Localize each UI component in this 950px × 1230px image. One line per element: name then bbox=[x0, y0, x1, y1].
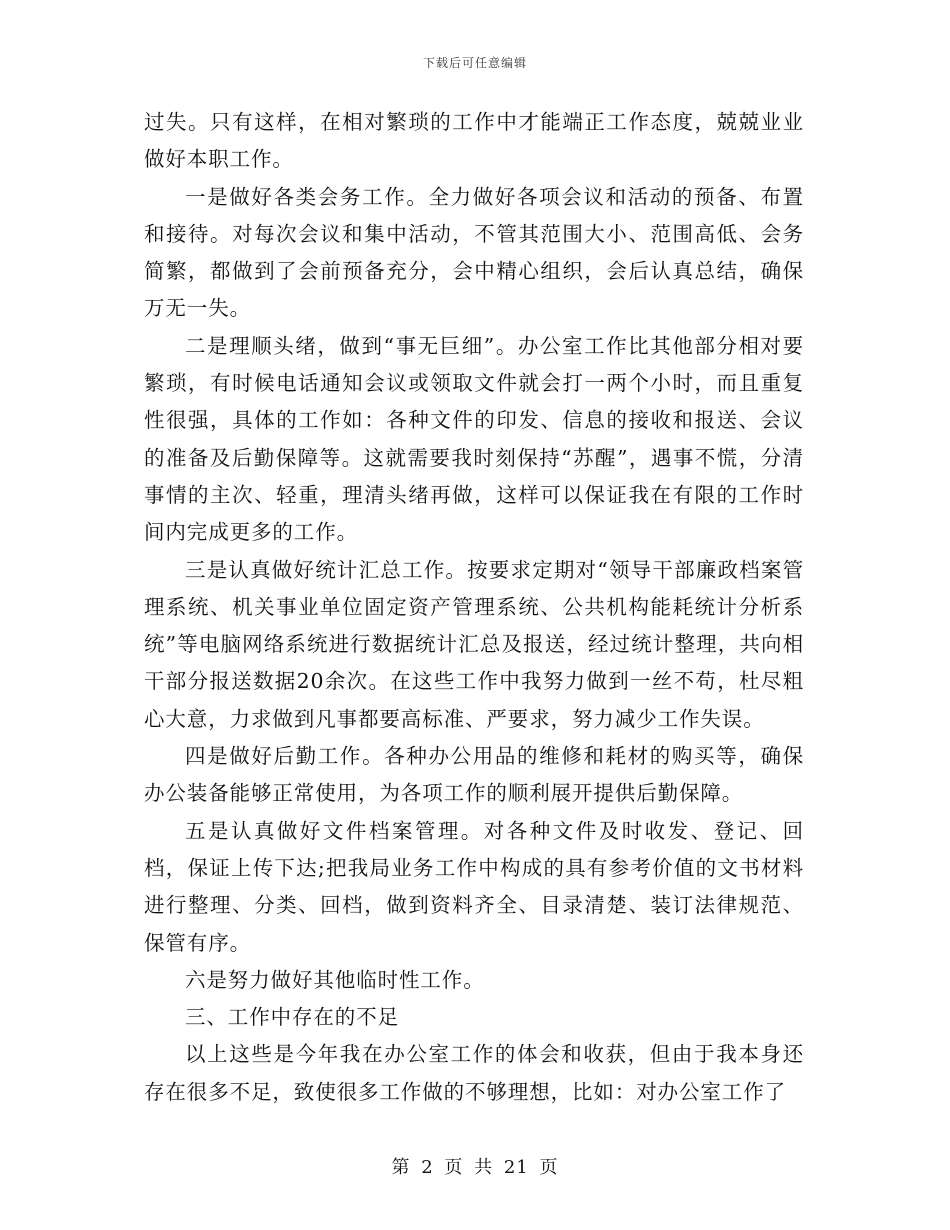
page-header: 下载后可任意编辑 bbox=[422, 56, 527, 70]
paragraph-temporary-work: 六是努力做好其他临时性工作。 bbox=[185, 967, 485, 992]
paragraph-archive-management: 五是认真做好文件档案管理。对各种文件及时收发、登记、回档，保证上传下达;把我局业务工作中构成的具有参考价值的文书材料进行整理、分类、回档，做到资料齐全、目录清楚、装订法律规范、保管有序。 bbox=[144, 818, 804, 955]
paragraph-logistics-work: 四是做好后勤工作。各种办公用品的维修和耗材的购买等，确保办公装备能够正常使用，为各项工作的顺利展开提供后勤保障。 bbox=[144, 744, 804, 806]
paragraph-statistics-work: 三是认真做好统计汇总工作。按要求定期对“领导干部廉政档案管理系统、机关事业单位固定资产管理系统、公共机构能耗统计分析系统”等电脑网络系统进行数据统计汇总及报送，经过统计整理，共向相干部分报送数据20余次。在这些工作中我努力做到一丝不苟，杜尽粗心大意，力求做到凡事都要高标准、严要求，努力减少工作失误。 bbox=[144, 557, 804, 731]
paragraph-organize-tasks: 二是理顺头绪，做到“事无巨细”。办公室工作比其他部分相对要繁琐，有时候电话通知会议或领取文件就会打一两个小时，而且重复性很强，具体的工作如：各种文件的印发、信息的接收和报送、会议的准备及后勤保障等。这就需要我时刻保持“苏醒”，遇事不慌，分清事情的主次、轻重，理清头绪再做，这样可以保证我在有限的工作时间内完成更多的工作。 bbox=[144, 333, 804, 545]
document-body bbox=[144, 104, 804, 1111]
paragraph-shortcomings-intro: 以上这些是今年我在办公室工作的体会和收获，但由于我本身还存在很多不足，致使很多工作做的不够理想，比如：对办公室工作了 bbox=[144, 1042, 804, 1104]
paragraph-continuation: 过失。只有这样，在相对繁琐的工作中才能端正工作态度，兢兢业业做好本职工作。 bbox=[144, 110, 804, 172]
paragraph-meeting-work: 一是做好各类会务工作。全力做好各项会议和活动的预备、布置和接待。对每次会议和集中活动，不管其范围大小、范围高低、会务简繁，都做到了会前预备充分，会中精心组织，会后认真总结，确保万无一失。 bbox=[144, 184, 804, 321]
page-number-footer: 第 2 页 共 21 页 bbox=[391, 1157, 559, 1178]
section-heading-shortcomings: 三、工作中存在的不足 bbox=[185, 1005, 399, 1030]
